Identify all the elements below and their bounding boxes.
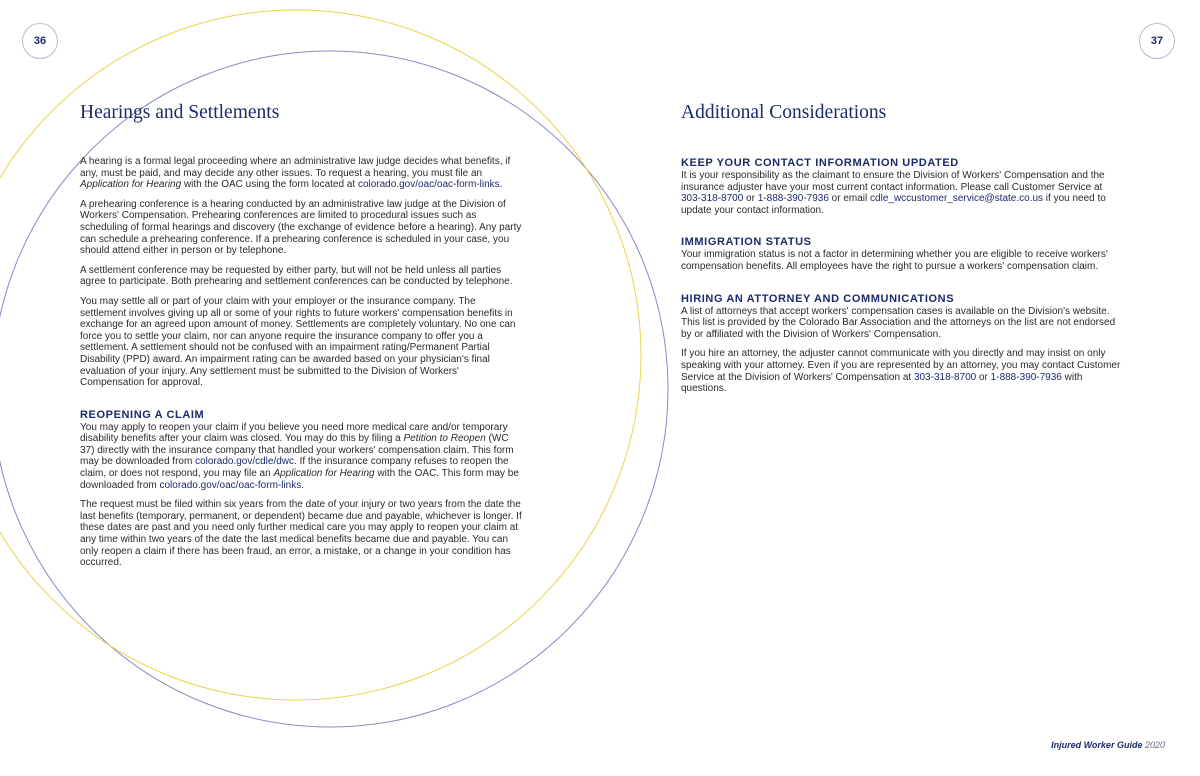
right-page-content: [681, 100, 1123, 395]
oac-form-links-link[interactable]: colorado.gov/oac/oac-form-links: [357, 179, 500, 191]
page-number-left: 36: [22, 23, 58, 59]
application-for-hearing-text: Application for Hearing: [80, 179, 182, 191]
attorney-list-paragraph: A list of attorneys that accept workers' compensation cases is available on the Division's website. This list is provided by the Colorado Bar Association and the attorneys on the list are not endorsed by or affiliated with the Division of Workers' Compensation.: [681, 305, 1116, 340]
phone-link[interactable]: 303-318-8700: [913, 371, 977, 383]
hearing-paragraph: A hearing is a formal legal proceeding where an administrative law judge decides what benefits, if any, must be paid, and may decide any other issues. To request a hearing, you must file an Application for Hearing with the OAC using the form located at colorado.gov/oac/oac-form-links.: [80, 156, 511, 191]
settlement-conference-paragraph: A settlement conference may be requested by either party, but will not be held unless all parties agree to participate. Both prehearing and settlement conferences can be conducted by telephone.: [80, 264, 513, 288]
reopening-heading: REOPENING A CLAIM: [80, 408, 205, 421]
toll-free-phone-link[interactable]: 1-888-390-7936: [990, 371, 1062, 383]
footer-year: 2020: [1144, 740, 1165, 750]
reopen-paragraph: You may apply to reopen your claim if you believe you need more medical care and/or temporary disability benefits after your claim was closed. You may do this by filing a Petition to Reopen (WC 37) directly with the insurance company that handled your workers' compensation claim. This form may be downloaded from colorado.gov/cdle/dwc. If the insurance company refuses to reopen the claim, or does not respond, you may file an Application for Hearing with the OAC. This form may be downloaded from colorado.gov/oac/oac-form-links.: [80, 421, 519, 491]
phone-link[interactable]: 303-318-8700: [681, 193, 744, 205]
page-number-right: 37: [1139, 23, 1175, 59]
reopen-deadline-paragraph: The request must be filed within six years from the date of your injury or two years from the date the last benefits (temporary, permanent, or dependent) became due and payable, whichever is longer. If these dates are past and you need only further medical care you may apply to reopen your claim at any time within two years of the date the last medical benefits became due and payable. You can only reopen a claim if there has been fraud, an error, a mistake, or a change in your condition has occurred.: [80, 499, 522, 569]
dwc-link[interactable]: colorado.gov/cdle/dwc: [195, 456, 295, 468]
email-link[interactable]: cdle_wccustomer_service@state.co.us: [870, 193, 1044, 205]
immigration-heading: IMMIGRATION STATUS: [681, 236, 812, 249]
settlement-paragraph: You may settle all or part of your claim with your employer or the insurance company. The settlement involves giving up all or some of your rights to future workers' compensation benefits in exchange for an agreed upon amount of money. Settlements are completely voluntary. No one can force you to settle your claim, nor can anyone require the insurance company to offer you a settlement. A settlement should not be confused with an impairment rating/Permanent Partial Disability (PPD) award. An impairment rating can be awarded based on your physician's final evaluation of your injury. Any settlement must be submitted to the Division of Workers' Compensation for approval.: [80, 295, 516, 389]
footer: [1051, 740, 1165, 750]
footer-title: Injured Worker Guide: [1051, 740, 1143, 750]
oac-form-links-link[interactable]: colorado.gov/oac/oac-form-links: [159, 479, 302, 491]
contact-heading: KEEP YOUR CONTACT INFORMATION UPDATED: [681, 157, 959, 169]
application-for-hearing-text: Application for Hearing: [273, 468, 375, 480]
hearings-title: Hearings and Settlements: [80, 102, 280, 123]
contact-paragraph: It is your responsibility as the claimant to ensure the Division of Workers' Compensation and the insurance adjuster have your most current contact information. Please call Customer Service at 303-318-8700 or 1-888-390-7936 or email cdle_wccustomer_service@state.co.us if you need to update your contact information.: [681, 170, 1106, 216]
prehearing-paragraph: A prehearing conference is a hearing conducted by an administrative law judge at the Division of Workers' Compensation. Prehearing conferences are limited to procedural issues such as scheduling of formal hearings and discovery (the exchange of evidence before a hearing). Any party can schedule a prehearing conference. If a prehearing conference is scheduled in your case, you should attend either in person or by telephone.: [80, 198, 522, 257]
additional-considerations-title: Additional Considerations: [681, 102, 887, 123]
attorney-heading: HIRING AN ATTORNEY AND COMMUNICATIONS: [681, 292, 955, 305]
immigration-paragraph: Your immigration status is not a factor in determining whether you are eligible to receive workers' compensation benefits. All employees have the right to pursue a workers' compensation claim.: [681, 249, 1108, 272]
petition-to-reopen-text: Petition to Reopen: [403, 433, 486, 445]
attorney-communication-paragraph: If you hire an attorney, the adjuster cannot communicate with you directly and may insist on only speaking with your attorney. Even if you are represented by an attorney, you may contact Customer Service at the Division of Workers' Compensation at 303-318-8700 or 1-888-390-7936 with questions.: [681, 348, 1121, 395]
toll-free-phone-link[interactable]: 1-888-390-7936: [757, 193, 829, 205]
left-page-content: [80, 100, 522, 569]
